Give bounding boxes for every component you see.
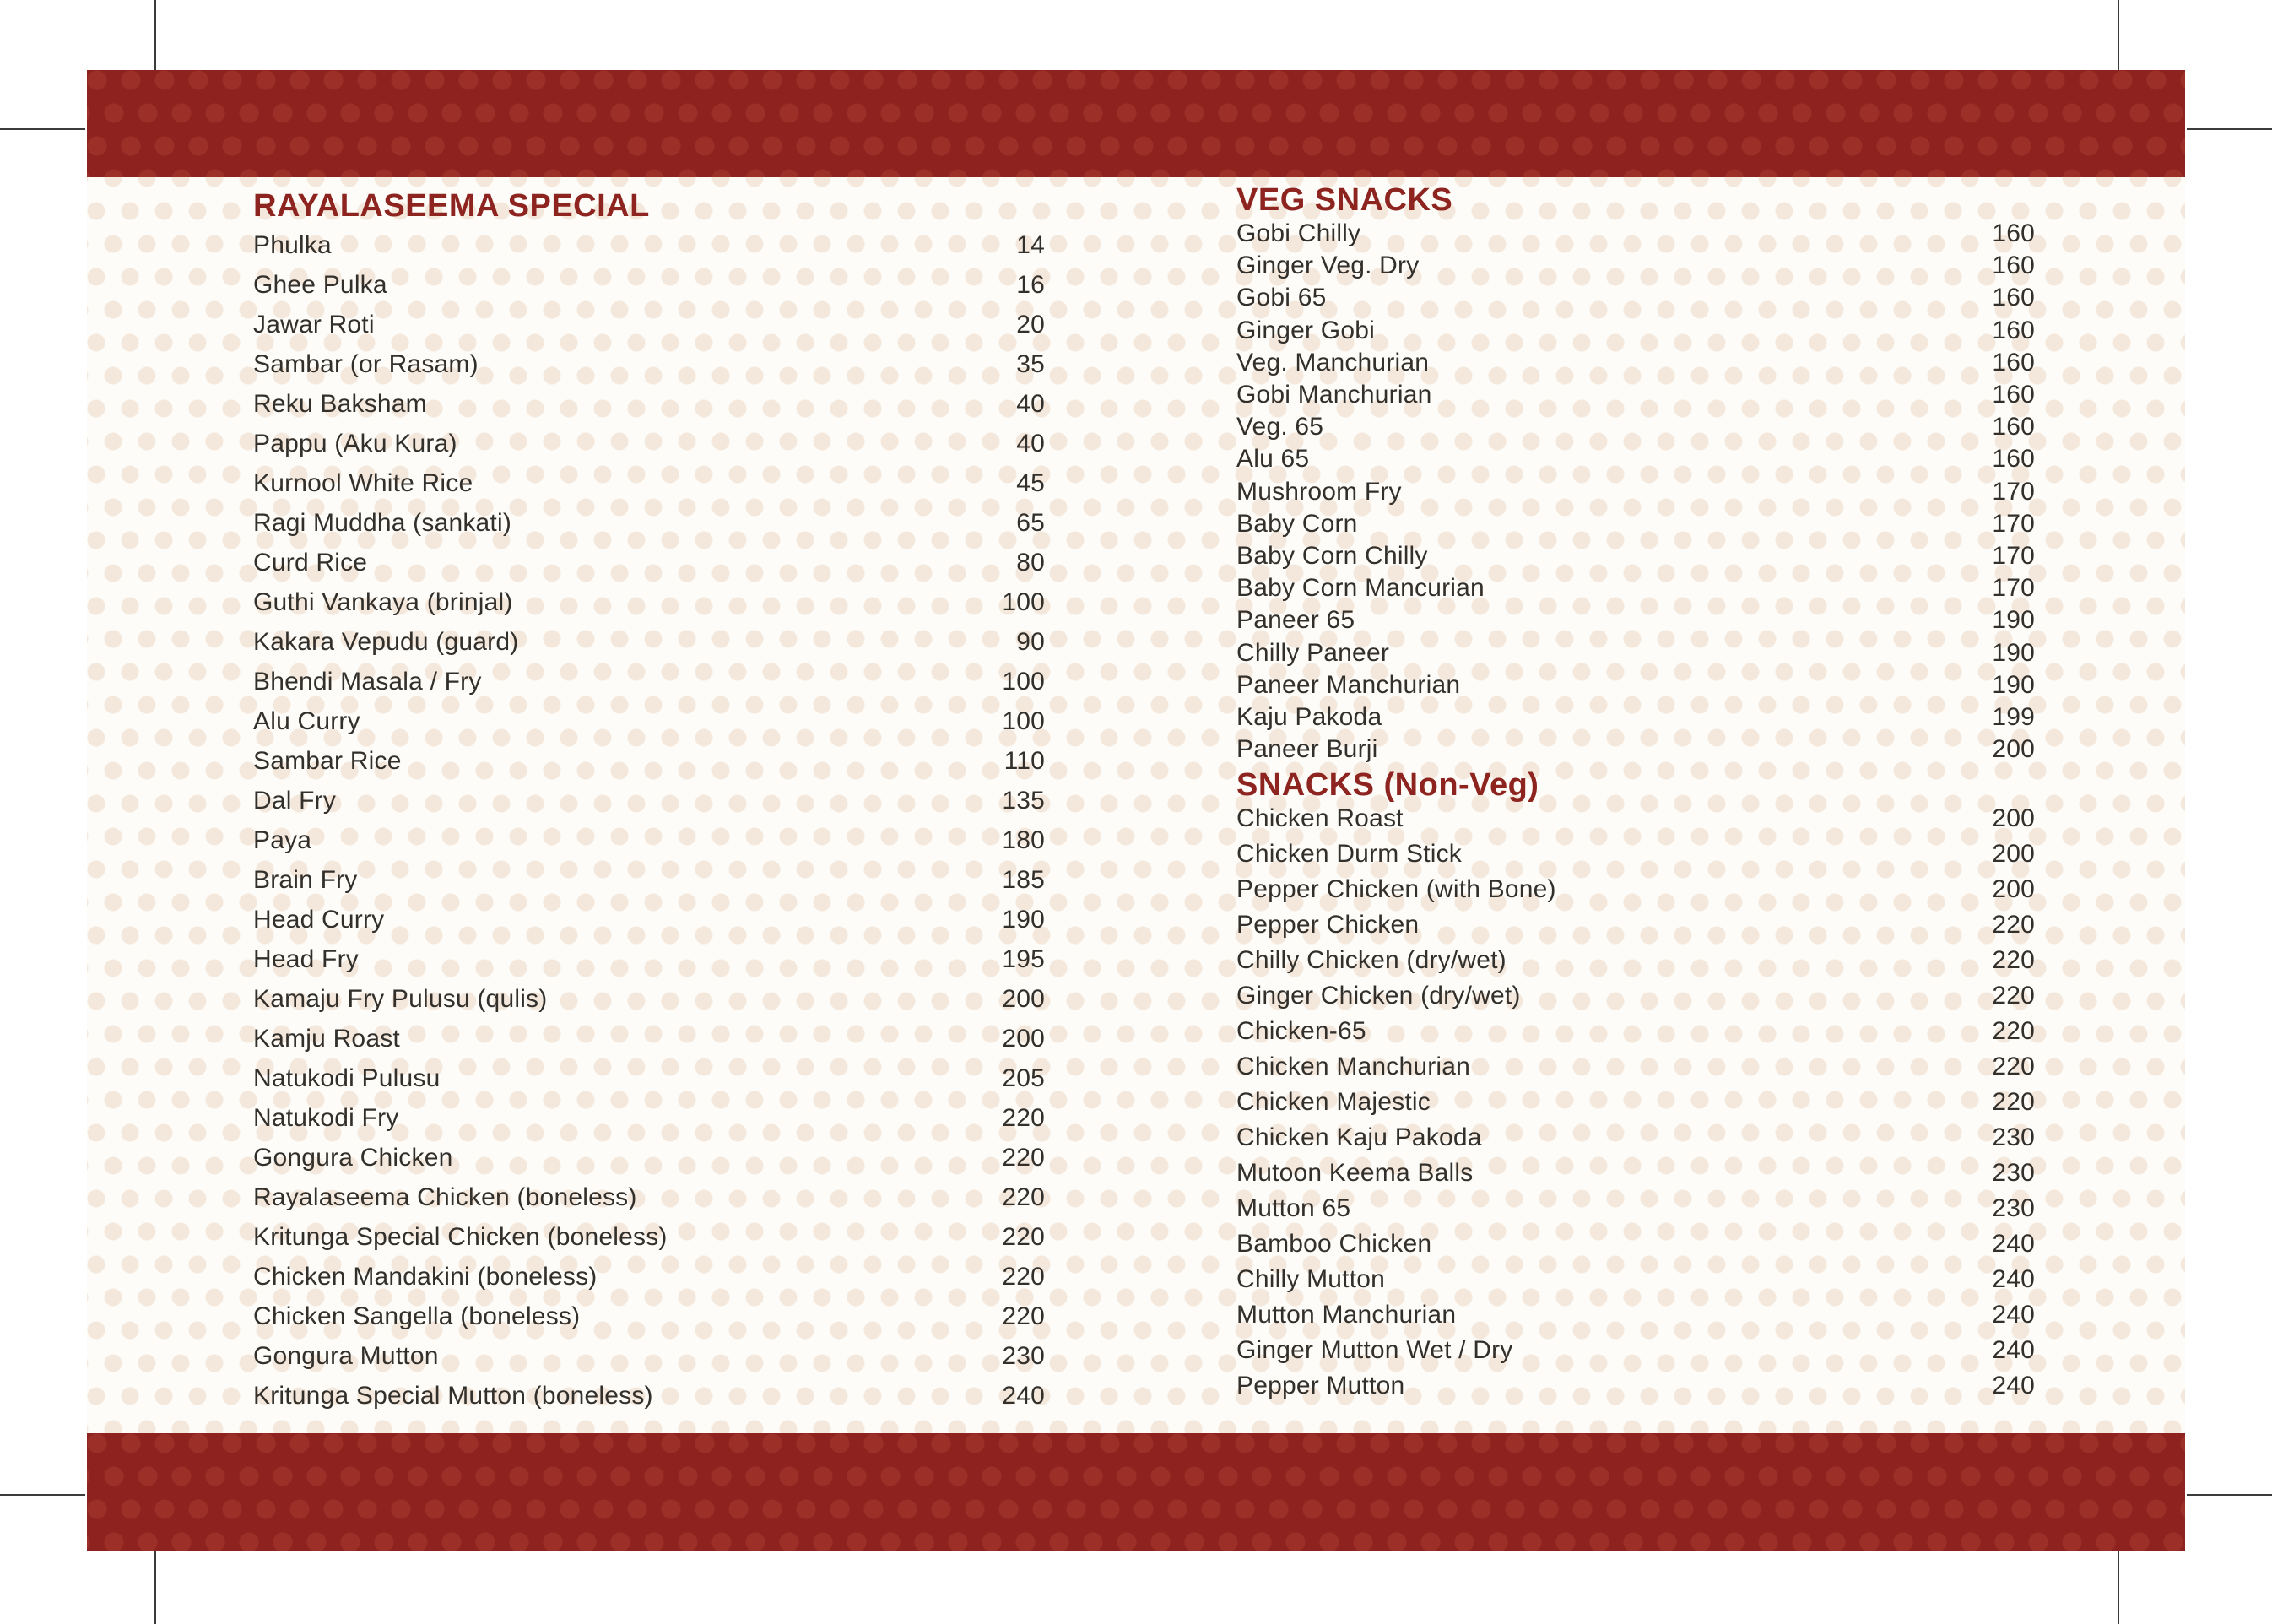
menu-item-price: 100: [1002, 667, 1045, 696]
menu-item-row: [253, 1058, 1045, 1098]
menu-item-row: [1236, 1226, 2035, 1262]
menu-item-row: [1236, 572, 2035, 604]
menu-item-row: [1236, 1297, 2035, 1333]
menu-item-list-rayalaseema: [253, 225, 1045, 1416]
crop-mark-top-right-vertical: [2118, 0, 2119, 72]
menu-item-row: [1236, 540, 2035, 572]
menu-item-price: 200: [1992, 804, 2035, 832]
menu-item-row: [1236, 978, 2035, 1014]
menu-item-name: Chicken Sangella (boneless): [253, 1302, 581, 1330]
menu-item-price: 195: [1002, 945, 1045, 973]
menu-item-price: 230: [1002, 1341, 1045, 1370]
menu-item-name: Ginger Chicken (dry/wet): [1236, 982, 1521, 1010]
menu-item-row: [1236, 1049, 2035, 1085]
menu-item-name: Mutoon Keema Balls: [1236, 1159, 1474, 1187]
menu-item-name: Kurnool White Rice: [253, 468, 473, 497]
menu-item-price: 220: [1992, 911, 2035, 939]
menu-item-price: 200: [1002, 1024, 1045, 1053]
menu-item-row: [253, 503, 1045, 543]
menu-item-price: 65: [1016, 508, 1045, 537]
menu-item-row: [1236, 943, 2035, 978]
menu-item-name: Guthi Vankaya (brinjal): [253, 587, 513, 616]
menu-item-row: [1236, 282, 2035, 314]
menu-item-row: [253, 1296, 1045, 1336]
menu-item-name: Chicken Durm Stick: [1236, 840, 1462, 868]
menu-item-price: 170: [1992, 477, 2035, 506]
menu-item-row: [1236, 669, 2035, 701]
menu-item-price: 240: [1992, 1230, 2035, 1258]
menu-item-name: Rayalaseema Chicken (boneless): [253, 1183, 637, 1211]
menu-item-name: Baby Corn: [1236, 509, 1358, 538]
menu-item-name: Dal Fry: [253, 786, 337, 815]
menu-item-row: [253, 1138, 1045, 1177]
menu-item-price: 40: [1016, 389, 1045, 418]
crop-mark-left-top-horizontal: [0, 128, 85, 130]
section-heading-snacks-nonveg: SNACKS (Non-Veg): [1236, 767, 1539, 803]
menu-item-row: [253, 662, 1045, 701]
menu-item-row: [1236, 604, 2035, 636]
menu-item-name: Bamboo Chicken: [1236, 1230, 1432, 1258]
menu-item-price: 190: [1992, 606, 2035, 635]
section-heading-veg-snacks: VEG SNACKS: [1236, 182, 1453, 218]
menu-item-name: Ginger Gobi: [1236, 316, 1375, 344]
menu-item-row: [1236, 476, 2035, 508]
menu-item-row: [253, 1098, 1045, 1138]
menu-item-row: [253, 701, 1045, 741]
menu-item-row: [1236, 508, 2035, 540]
menu-item-price: 180: [1002, 826, 1045, 854]
menu-item-price: 230: [1992, 1159, 2035, 1187]
menu-item-row: [1236, 1014, 2035, 1049]
menu-item-name: Gobi Chilly: [1236, 219, 1361, 248]
menu-item-name: Pepper Chicken: [1236, 911, 1420, 939]
menu-item-price: 20: [1016, 310, 1045, 338]
menu-item-name: Baby Corn Chilly: [1236, 541, 1428, 570]
crop-mark-bottom-left-vertical: [154, 1551, 156, 1624]
menu-item-price: 14: [1016, 230, 1045, 259]
menu-item-name: Chicken-65: [1236, 1017, 1366, 1045]
menu-item-price: 200: [1002, 984, 1045, 1013]
menu-item-name: Ragi Muddha (sankati): [253, 508, 512, 537]
menu-item-name: Kakara Vepudu (guard): [253, 627, 519, 656]
menu-item-name: Gobi Manchurian: [1236, 381, 1432, 409]
menu-item-name: Sambar Rice: [253, 746, 402, 775]
menu-card: [87, 70, 2185, 1551]
menu-item-price: 200: [1992, 875, 2035, 903]
menu-item-name: Paneer Burji: [1236, 735, 1378, 764]
menu-item-list-veg-snacks: [1236, 218, 2035, 766]
menu-item-price: 160: [1992, 413, 2035, 441]
menu-item-row: [253, 305, 1045, 344]
menu-item-name: Ginger Mutton Wet / Dry: [1236, 1336, 1513, 1364]
menu-item-price: 240: [1002, 1381, 1045, 1410]
menu-item-price: 230: [1992, 1194, 2035, 1222]
menu-item-name: Pepper Mutton: [1236, 1372, 1405, 1399]
menu-item-row: [253, 1217, 1045, 1257]
menu-item-row: [253, 820, 1045, 860]
menu-item-price: 100: [1002, 706, 1045, 735]
menu-item-price: 160: [1992, 445, 2035, 474]
menu-item-name: Chilly Paneer: [1236, 638, 1390, 667]
menu-item-name: Phulka: [253, 230, 332, 259]
menu-item-price: 200: [1992, 735, 2035, 764]
menu-item-price: 135: [1002, 786, 1045, 815]
section-heading-rayalaseema-special: RAYALASEEMA SPECIAL: [253, 188, 650, 224]
menu-item-price: 240: [1992, 1336, 2035, 1364]
menu-item-price: 190: [1002, 905, 1045, 934]
menu-item-name: Mutton Manchurian: [1236, 1301, 1457, 1329]
menu-item-price: 35: [1016, 349, 1045, 378]
menu-item-list-snacks-nonveg: [1236, 801, 2035, 1404]
menu-item-name: Mushroom Fry: [1236, 477, 1402, 506]
menu-item-row: [253, 582, 1045, 622]
menu-item-row: [253, 939, 1045, 979]
menu-item-name: Head Fry: [253, 945, 359, 973]
menu-item-row: [1236, 801, 2035, 836]
menu-item-price: 240: [1992, 1372, 2035, 1399]
menu-item-name: Chilly Mutton: [1236, 1265, 1385, 1293]
menu-item-row: [1236, 1262, 2035, 1297]
menu-item-name: Reku Baksham: [253, 389, 427, 418]
menu-item-price: 160: [1992, 381, 2035, 409]
crop-mark-top-left-vertical: [154, 0, 156, 72]
menu-item-name: Kritunga Special Mutton (boneless): [253, 1381, 653, 1410]
menu-item-price: 190: [1992, 638, 2035, 667]
menu-item-name: Kamaju Fry Pulusu (qulis): [253, 984, 548, 1013]
menu-item-name: Baby Corn Mancurian: [1236, 574, 1485, 603]
menu-item-price: 220: [1002, 1222, 1045, 1251]
menu-item-row: [1236, 907, 2035, 943]
menu-item-name: Paya: [253, 826, 312, 854]
menu-item-price: 80: [1016, 548, 1045, 577]
menu-item-row: [1236, 636, 2035, 669]
menu-item-row: [1236, 347, 2035, 379]
menu-item-name: Mutton 65: [1236, 1194, 1351, 1222]
menu-item-price: 160: [1992, 219, 2035, 248]
menu-item-row: [253, 543, 1045, 582]
menu-item-name: Head Curry: [253, 905, 385, 934]
menu-item-name: Natukodi Pulusu: [253, 1064, 441, 1092]
menu-item-name: Sambar (or Rasam): [253, 349, 479, 378]
menu-item-price: 220: [1992, 1017, 2035, 1045]
menu-item-price: 200: [1992, 840, 2035, 868]
menu-item-price: 220: [1002, 1183, 1045, 1211]
menu-item-name: Gobi 65: [1236, 284, 1327, 312]
menu-item-row: [1236, 1368, 2035, 1404]
menu-item-row: [253, 384, 1045, 424]
menu-item-row: [253, 622, 1045, 662]
menu-item-name: Kritunga Special Chicken (boneless): [253, 1222, 668, 1251]
menu-item-price: 160: [1992, 252, 2035, 280]
menu-item-name: Chicken Roast: [1236, 804, 1404, 832]
menu-item-row: [1236, 379, 2035, 411]
menu-item-price: 220: [1002, 1103, 1045, 1132]
menu-item-row: [1236, 701, 2035, 734]
menu-item-price: 16: [1016, 270, 1045, 299]
menu-item-row: [253, 225, 1045, 265]
menu-item-price: 220: [1992, 1053, 2035, 1080]
menu-item-name: Chicken Majestic: [1236, 1088, 1431, 1116]
menu-item-row: [253, 979, 1045, 1019]
menu-item-name: Bhendi Masala / Fry: [253, 667, 482, 696]
menu-item-price: 230: [1992, 1123, 2035, 1151]
menu-item-name: Chicken Mandakini (boneless): [253, 1262, 598, 1291]
menu-item-name: Brain Fry: [253, 865, 358, 894]
menu-item-price: 160: [1992, 316, 2035, 344]
menu-item-name: Chilly Chicken (dry/wet): [1236, 946, 1507, 974]
menu-item-row: [1236, 836, 2035, 872]
menu-item-price: 160: [1992, 284, 2035, 312]
menu-item-price: 220: [1992, 1088, 2035, 1116]
menu-item-name: Ginger Veg. Dry: [1236, 252, 1420, 280]
menu-item-name: Natukodi Fry: [253, 1103, 399, 1132]
menu-item-name: Alu 65: [1236, 445, 1310, 474]
menu-item-row: [1236, 218, 2035, 250]
menu-item-price: 100: [1002, 587, 1045, 616]
menu-item-row: [253, 1376, 1045, 1416]
menu-item-name: Chicken Manchurian: [1236, 1053, 1471, 1080]
menu-item-row: [1236, 443, 2035, 475]
menu-item-row: [253, 463, 1045, 503]
menu-item-price: 170: [1992, 541, 2035, 570]
menu-item-price: 190: [1992, 670, 2035, 699]
menu-item-price: 220: [1002, 1302, 1045, 1330]
top-decorative-band: [87, 70, 2185, 177]
menu-item-name: Gongura Chicken: [253, 1143, 453, 1172]
menu-item-row: [253, 900, 1045, 939]
menu-item-row: [1236, 315, 2035, 347]
menu-item-price: 185: [1002, 865, 1045, 894]
menu-item-row: [253, 424, 1045, 463]
menu-item-row: [1236, 872, 2035, 907]
menu-item-name: Ghee Pulka: [253, 270, 387, 299]
menu-item-row: [253, 1177, 1045, 1217]
menu-item-name: Curd Rice: [253, 548, 368, 577]
menu-item-row: [1236, 1120, 2035, 1156]
menu-item-name: Kamju Roast: [253, 1024, 400, 1053]
menu-item-row: [253, 265, 1045, 305]
menu-item-price: 199: [1992, 702, 2035, 731]
menu-item-price: 45: [1016, 468, 1045, 497]
menu-item-price: 160: [1992, 348, 2035, 376]
menu-item-price: 205: [1002, 1064, 1045, 1092]
menu-item-price: 220: [1992, 982, 2035, 1010]
menu-item-row: [1236, 411, 2035, 443]
menu-item-name: Veg. Manchurian: [1236, 348, 1430, 376]
menu-item-name: Paneer 65: [1236, 606, 1355, 635]
menu-item-name: Gongura Mutton: [253, 1341, 439, 1370]
crop-mark-right-bottom-horizontal: [2187, 1494, 2272, 1496]
menu-item-price: 40: [1016, 429, 1045, 457]
menu-item-name: Paneer Manchurian: [1236, 670, 1461, 699]
menu-item-price: 220: [1002, 1262, 1045, 1291]
menu-item-name: Pepper Chicken (with Bone): [1236, 875, 1556, 903]
menu-item-name: Chicken Kaju Pakoda: [1236, 1123, 1482, 1151]
crop-mark-bottom-right-vertical: [2118, 1551, 2119, 1624]
menu-item-row: [253, 1336, 1045, 1376]
menu-item-row: [253, 1257, 1045, 1296]
menu-item-row: [1236, 250, 2035, 282]
menu-item-price: 90: [1016, 627, 1045, 656]
menu-item-row: [253, 1019, 1045, 1058]
crop-mark-right-top-horizontal: [2187, 128, 2272, 130]
menu-item-row: [253, 860, 1045, 900]
menu-item-name: Alu Curry: [253, 706, 360, 735]
menu-item-row: [1236, 1156, 2035, 1191]
menu-item-row: [253, 344, 1045, 384]
menu-item-name: Veg. 65: [1236, 413, 1324, 441]
menu-item-price: 220: [1002, 1143, 1045, 1172]
menu-item-row: [1236, 734, 2035, 766]
menu-item-name: Jawar Roti: [253, 310, 375, 338]
menu-item-price: 110: [1003, 746, 1045, 775]
menu-item-row: [1236, 1085, 2035, 1120]
menu-item-price: 220: [1992, 946, 2035, 974]
menu-item-name: Kaju Pakoda: [1236, 702, 1382, 731]
bottom-decorative-band: [87, 1433, 2185, 1551]
menu-item-price: 170: [1992, 574, 2035, 603]
crop-mark-left-bottom-horizontal: [0, 1494, 85, 1496]
menu-item-name: Pappu (Aku Kura): [253, 429, 457, 457]
menu-item-price: 240: [1992, 1265, 2035, 1293]
menu-item-row: [1236, 1191, 2035, 1226]
menu-item-row: [253, 781, 1045, 820]
menu-item-row: [1236, 1333, 2035, 1368]
menu-item-price: 240: [1992, 1301, 2035, 1329]
menu-item-price: 170: [1992, 509, 2035, 538]
menu-item-row: [253, 741, 1045, 781]
